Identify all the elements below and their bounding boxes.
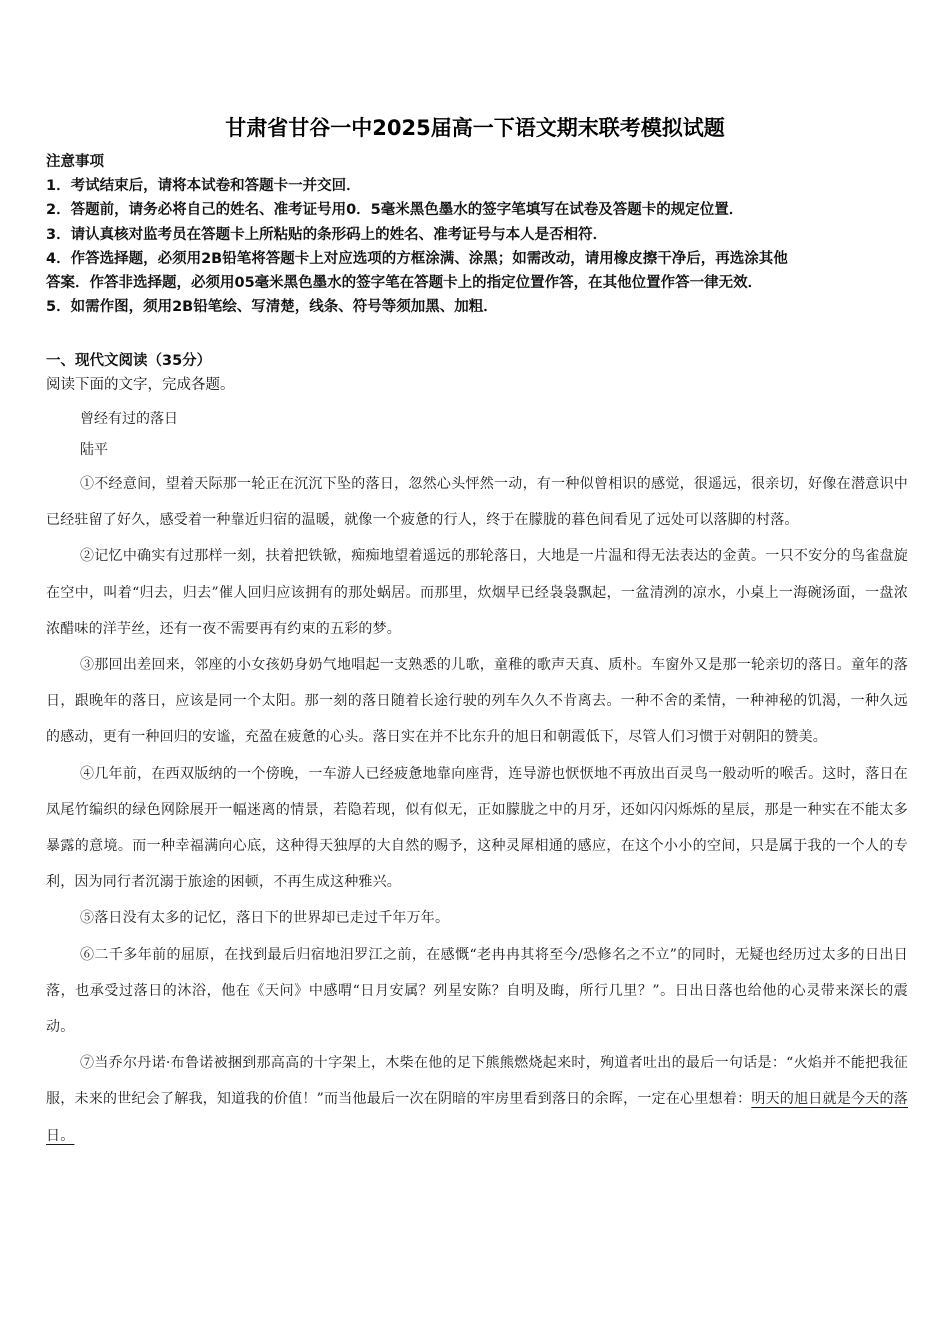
exam-title: 甘肃省甘谷一中2025届高一下语文期末联考模拟试题 (225, 116, 725, 140)
article-paragraph: ④几年前，在西双版纳的一个傍晚，一车游人已经疲惫地靠向座背，连导游也恹恹地不再放出百灵鸟一般动听的喉舌。这时，落日在凤尾竹编织的绿色网除展开一幅迷离的情景，若隐若现，似有似无，正如朦胧之中的月牙，还如闪闪烁烁的星辰，那是一种实在不能太多暴露的意境。而一种幸福满向心底，这种得天独厚的大自然的赐予，这种灵犀相通的感应，在这个小小的空间，只是属于我的一个人的专利，因为同行者沉溺于旅途的困顿，不再生成这种雅兴。 (46, 765, 908, 891)
article-paragraph-last (46, 1045, 908, 1154)
section-heading: 一、现代文阅读（35分） (46, 353, 212, 369)
notice-item: 5．如需作图，须用2B铅笔绘、写清楚，线条、符号等须加黑、加粗． (46, 299, 498, 316)
section-reading (46, 349, 916, 397)
article-paragraph-text: ⑦当乔尔丹诺·布鲁诺被捆到那高高的十字架上，木柴在他的足下熊熊燃烧起来时，殉道者吐出的最后一句话是：“火焰并不能把我征服，未来的世纪会了解我，知道我的价值！”而当他最后一次在阴暗的牢房里看到落日的余晖，一定在心里想着： (46, 1055, 908, 1108)
notice-item: 答案．作答非选择题，必须用05毫米黑色墨水的签字笔在答题卡上的指定位置作答，在其他位置作答一律无效． (46, 275, 763, 292)
article-author: 陆平 (80, 442, 108, 458)
notice-item: 4．作答选择题，必须用2B铅笔将答题卡上对应选项的方框涂满、涂黑；如需改动，请用橡皮擦干净后，再选涂其他 (46, 250, 788, 267)
underlined-sentence: 明天的旭日就是今天的落日。 (46, 1091, 908, 1144)
article-paragraph: ①不经意间，望着天际那一轮正在沉沉下坠的落日，忽然心头怦然一动，有一种似曾相识的感觉，很遥远，很亲切，好像在潜意识中已经驻留了好久，感受着一种靠近归宿的温暖，就像一个疲惫的行人，终于在朦胧的暮色间看见了远处可以落脚的村落。 (46, 476, 908, 529)
notice-item: 1．考试结束后，请将本试卷和答题卡一并交回． (46, 178, 361, 195)
reading-article (46, 404, 908, 1154)
notice-item: 3．请认真核对监考员在答题卡上所粘贴的条形码上的姓名、准考证号与本人是否相符． (46, 226, 608, 243)
article-title: 曾经有过的落日 (80, 411, 178, 427)
article-paragraph: ③那回出差回来，邻座的小女孩奶身奶气地唱起一支熟悉的儿歌，童稚的歌声天真、质朴。车窗外又是那一轮亲切的落日。童年的落日，跟晚年的落日，应该是同一个太阳。那一刻的落日随着长途行驶的列车久久不肯离去。一种不舍的柔情，一种神秘的饥渴，一种久远的感动，更有一种回归的安谧，充盈在疲惫的心头。落日实在并不比东升的旭日和朝霞低下，尽管人们习惯于对朝阳的赞美。 (46, 657, 908, 746)
article-paragraph: ②记忆中确实有过那样一刻，扶着把铁锨，痴痴地望着遥远的那轮落日，大地是一片温和得无法表达的金黄。一只不安分的鸟雀盘旋在空中，叫着“归去，归去”催人回归应该拥有的那处蜗居。而那里，炊烟早已经袅袅飘起，一盆清洌的凉水，小桌上一海碗汤面，一盘浓浓醋味的洋芋丝，还有一夜不需要再有约束的五彩的梦。 (46, 548, 908, 637)
article-paragraph: ⑤落日没有太多的记忆，落日下的世界却已走过千年万年。 (80, 910, 450, 927)
section-instruction: 阅读下面的文字，完成各题。 (46, 377, 235, 393)
article-paragraph: ⑥二千多年前的屈原，在找到最后归宿地汨罗江之前，在感慨“老冉冉其将至今/恐修名之不立”的同时，无疑也经历过太多的日出日落，也承受过落日的沐浴，他在《天问》中感喟“日月安属？列星安陈？自明及晦，所行几里？”。日出日落也给他的心灵带来深长的震动。 (46, 946, 908, 1036)
notice-heading: 注意事项 (46, 154, 104, 170)
notice-item: 2．答题前，请务必将自己的姓名、准考证号用0．5毫米黑色墨水的签字笔填写在试卷及答题卡的规定位置． (46, 202, 744, 219)
notice-block (46, 150, 916, 319)
